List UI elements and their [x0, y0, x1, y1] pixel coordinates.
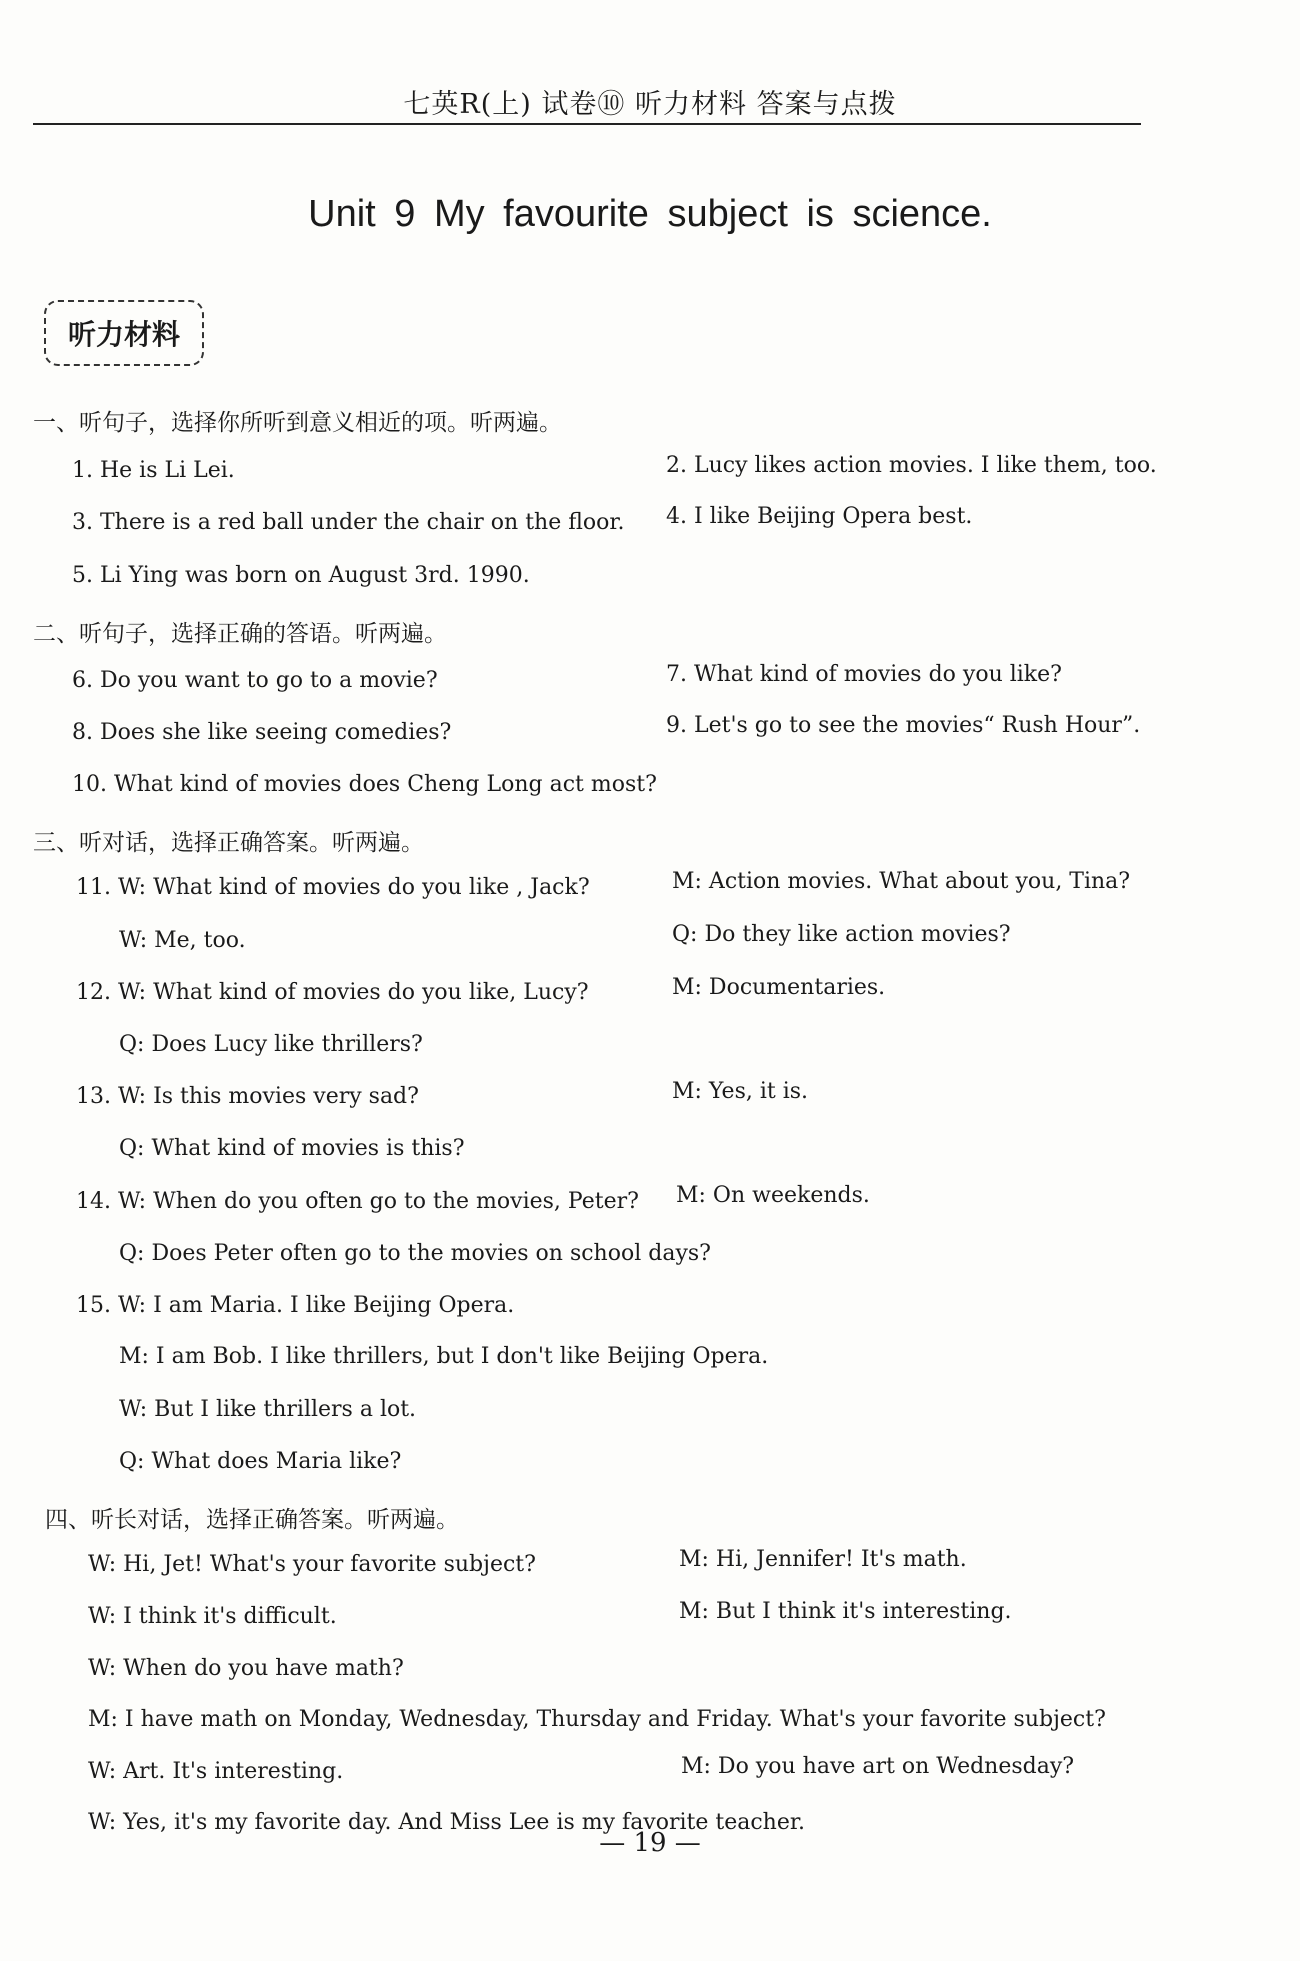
- dialogue-14-m: M: On weekends.: [676, 1183, 870, 1208]
- section-2-heading: 二、听句子，选择正确的答语。听两遍。: [33, 621, 447, 647]
- dialogue-13-w: 13. W: Is this movies very sad?: [76, 1084, 419, 1109]
- dialogue-12-q: Q: Does Lucy like thrillers?: [119, 1032, 423, 1057]
- unit-title: Unit 9 My favourite subject is science.: [308, 193, 992, 235]
- question-10: 10. What kind of movies does Cheng Long act most?: [72, 772, 657, 797]
- long-dialogue-line-5w: W: Art. It's interesting.: [88, 1759, 344, 1784]
- question-3: 3. There is a red ball under the chair on the floor.: [72, 510, 625, 535]
- long-dialogue-line-2m: M: But I think it's interesting.: [679, 1599, 1012, 1624]
- long-dialogue-line-3: W: When do you have math?: [88, 1656, 404, 1681]
- dialogue-15-w: 15. W: I am Maria. I like Beijing Opera.: [76, 1293, 515, 1318]
- section-4-heading: 四、听长对话，选择正确答案。听两遍。: [45, 1507, 459, 1533]
- dialogue-11-m: M: Action movies. What about you, Tina?: [672, 869, 1131, 894]
- question-4: 4. I like Beijing Opera best.: [666, 504, 973, 529]
- question-2: 2. Lucy likes action movies. I like them, too.: [666, 453, 1157, 478]
- dialogue-14-w: 14. W: When do you often go to the movies, Peter?: [76, 1189, 639, 1214]
- question-8: 8. Does she like seeing comedies?: [72, 720, 452, 745]
- question-5: 5. Li Ying was born on August 3rd. 1990.: [72, 563, 530, 588]
- long-dialogue-line-4: M: I have math on Monday, Wednesday, Thursday and Friday. What's your favorite subject?: [88, 1707, 1106, 1732]
- section-label: 听力材料: [67, 318, 180, 351]
- long-dialogue-line-1m: M: Hi, Jennifer! It's math.: [679, 1547, 967, 1572]
- running-header: 七英R(上) 试卷⑩ 听力材料 答案与点拨: [403, 89, 897, 120]
- header-rule: [33, 123, 1141, 125]
- dialogue-11-w: 11. W: What kind of movies do you like , Jack?: [76, 875, 590, 900]
- question-1: 1. He is Li Lei.: [72, 458, 235, 483]
- long-dialogue-line-2w: W: I think it's difficult.: [88, 1604, 337, 1629]
- dialogue-14-q: Q: Does Peter often go to the movies on school days?: [119, 1241, 711, 1266]
- dialogue-13-q: Q: What kind of movies is this?: [119, 1136, 465, 1161]
- dialogue-12-m: M: Documentaries.: [672, 975, 886, 1000]
- section-label-box: [44, 300, 204, 366]
- dialogue-13-m: M: Yes, it is.: [672, 1079, 809, 1104]
- question-6: 6. Do you want to go to a movie?: [72, 668, 438, 693]
- dialogue-11-w2: W: Me, too.: [119, 928, 246, 953]
- dialogue-12-w: 12. W: What kind of movies do you like, Lucy?: [76, 980, 589, 1005]
- question-7: 7. What kind of movies do you like?: [666, 662, 1062, 687]
- section-3-heading: 三、听对话，选择正确答案。听两遍。: [33, 830, 424, 856]
- question-9: 9. Let's go to see the movies“ Rush Hour”.: [666, 713, 1141, 738]
- long-dialogue-line-5m: M: Do you have art on Wednesday?: [681, 1754, 1075, 1779]
- long-dialogue-line-1w: W: Hi, Jet! What's your favorite subject?: [88, 1552, 536, 1577]
- dialogue-15-q: Q: What does Maria like?: [119, 1449, 402, 1474]
- page-number: — 19 —: [599, 1828, 701, 1858]
- long-dialogue-line-6: W: Yes, it's my favorite day. And Miss Lee is my favorite teacher.: [88, 1810, 805, 1835]
- section-1-heading: 一、听句子，选择你所听到意义相近的项。听两遍。: [33, 410, 562, 436]
- dialogue-15-m: M: I am Bob. I like thrillers, but I don't like Beijing Opera.: [119, 1344, 769, 1369]
- dialogue-11-q: Q: Do they like action movies?: [672, 922, 1011, 947]
- dialogue-15-w2: W: But I like thrillers a lot.: [119, 1397, 417, 1422]
